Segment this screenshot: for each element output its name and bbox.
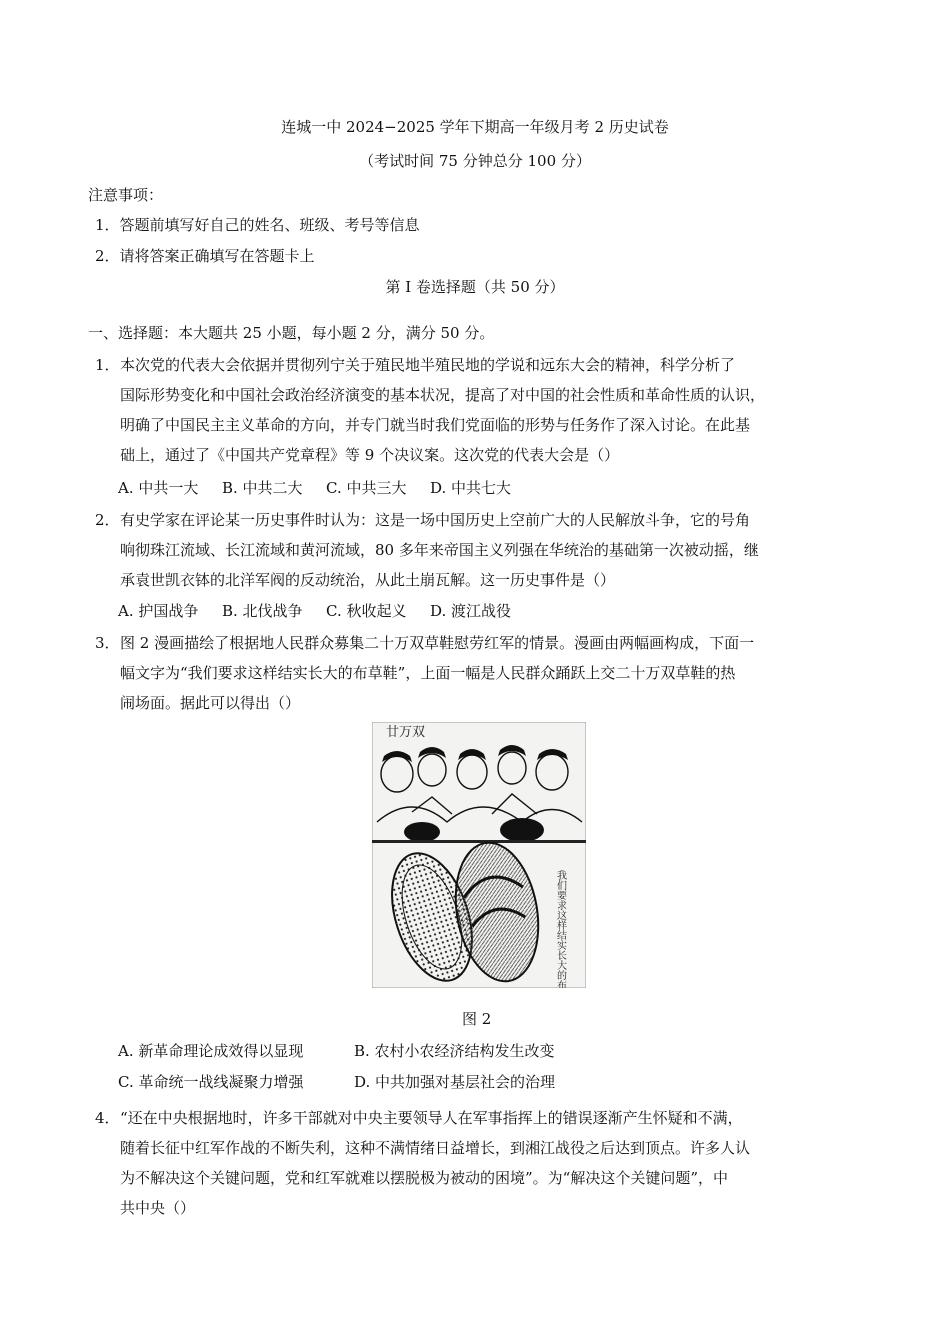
question-number: 4． bbox=[95, 1109, 120, 1127]
question-text-line: 图 2 漫画描绘了根据地人民群众募集二十万双草鞋慰劳红军的情景。漫画由两幅画构成，下面一 bbox=[120, 634, 755, 652]
notice-heading: 注意事项： bbox=[88, 186, 164, 204]
option-a: A. 新革命理论成效得以显现 bbox=[118, 1042, 304, 1060]
notice-item: 2．请将答案正确填写在答题卡上 bbox=[95, 247, 315, 265]
question-number: 1． bbox=[95, 356, 120, 374]
option-c: C. 秋收起义 bbox=[326, 602, 407, 620]
cartoon-top-text: 廿万双 bbox=[386, 725, 426, 740]
section-title: 第 I 卷选择题（共 50 分） bbox=[385, 278, 565, 296]
question-text-line: 随着长征中红军作战的不断失利，这种不满情绪日益增长，到湘江战役之后达到顶点。许多人认 bbox=[120, 1139, 751, 1157]
question-number: 3． bbox=[95, 634, 120, 652]
question-text-line: 共中央（） bbox=[120, 1199, 196, 1217]
question-text-line: 本次党的代表大会依据并贯彻列宁关于殖民地半殖民地的学说和远东大会的精神，科学分析了 bbox=[120, 356, 736, 374]
question-text-line: 有史学家在评论某一历史事件时认为：这是一场中国历史上空前广大的人民解放斗争，它的号角 bbox=[120, 511, 751, 529]
question-text-line: 响彻珠江流域、长江流域和黄河流域，80 多年来帝国主义列强在华统治的基础第一次被动摇，继 bbox=[120, 541, 759, 559]
option-a: A. 中共一大 bbox=[118, 479, 199, 497]
option-c: C. 革命统一战线凝聚力增强 bbox=[118, 1073, 304, 1091]
option-d: D. 中共加强对基层社会的治理 bbox=[354, 1073, 556, 1091]
cartoon-illustration bbox=[372, 722, 586, 988]
option-d: D. 中共七大 bbox=[430, 479, 512, 497]
question-text-line: 国际形势变化和中国社会政治经济演变的基本状况，提高了对中国的社会性质和革命性质的认识， bbox=[120, 386, 766, 404]
exam-title: 连城一中 2024−2025 学年下期高一年级月考 2 历史试卷 bbox=[281, 118, 669, 136]
question-text-line: 为不解决这个关键问题，党和红军就难以摆脱极为被动的困境”。为“解决这个关键问题”，中 bbox=[120, 1169, 729, 1187]
question-text-line: 闹场面。据此可以得出（） bbox=[120, 694, 301, 712]
option-d: D. 渡江战役 bbox=[430, 602, 512, 620]
option-b: B. 农村小农经济结构发生改变 bbox=[354, 1042, 555, 1060]
option-c: C. 中共三大 bbox=[326, 479, 407, 497]
question-text-line: 幅文字为“我们要求这样结实长大的布草鞋”，上面一幅是人民群众踊跃上交二十万双草鞋的热 bbox=[120, 664, 736, 682]
exam-subtitle: （考试时间 75 分钟总分 100 分） bbox=[359, 152, 591, 170]
option-b: B. 中共二大 bbox=[222, 479, 303, 497]
question-text-line: 础上，通过了《中国共产党章程》等 9 个决议案。这次党的代表大会是（） bbox=[120, 446, 620, 464]
question-text-line: “还在中央根据地时，许多干部就对中央主要领导人在军事指挥上的错误逐渐产生怀疑和不满， bbox=[120, 1109, 743, 1127]
question-number: 2． bbox=[95, 511, 120, 529]
question-text-line: 明确了中国民主主义革命的方向，并专门就当时我们党面临的形势与任务作了深入讨论。在此基 bbox=[120, 416, 751, 434]
section-instruction: 一、选择题：本大题共 25 小题，每小题 2 分，满分 50 分。 bbox=[88, 324, 495, 342]
question-text-line: 承袁世凯衣钵的北洋军阀的反动统治，从此土崩瓦解。这一历史事件是（） bbox=[120, 571, 616, 589]
option-a: A. 护国战争 bbox=[118, 602, 199, 620]
straw-sandals-cartoon bbox=[372, 722, 586, 988]
option-b: B. 北伐战争 bbox=[222, 602, 303, 620]
notice-item: 1．答题前填写好自己的姓名、班级、考号等信息 bbox=[95, 216, 420, 234]
figure-caption: 图 2 bbox=[462, 1010, 492, 1028]
cartoon-side-text: 我们要求这样结实长大的布草鞋！ bbox=[554, 870, 566, 988]
